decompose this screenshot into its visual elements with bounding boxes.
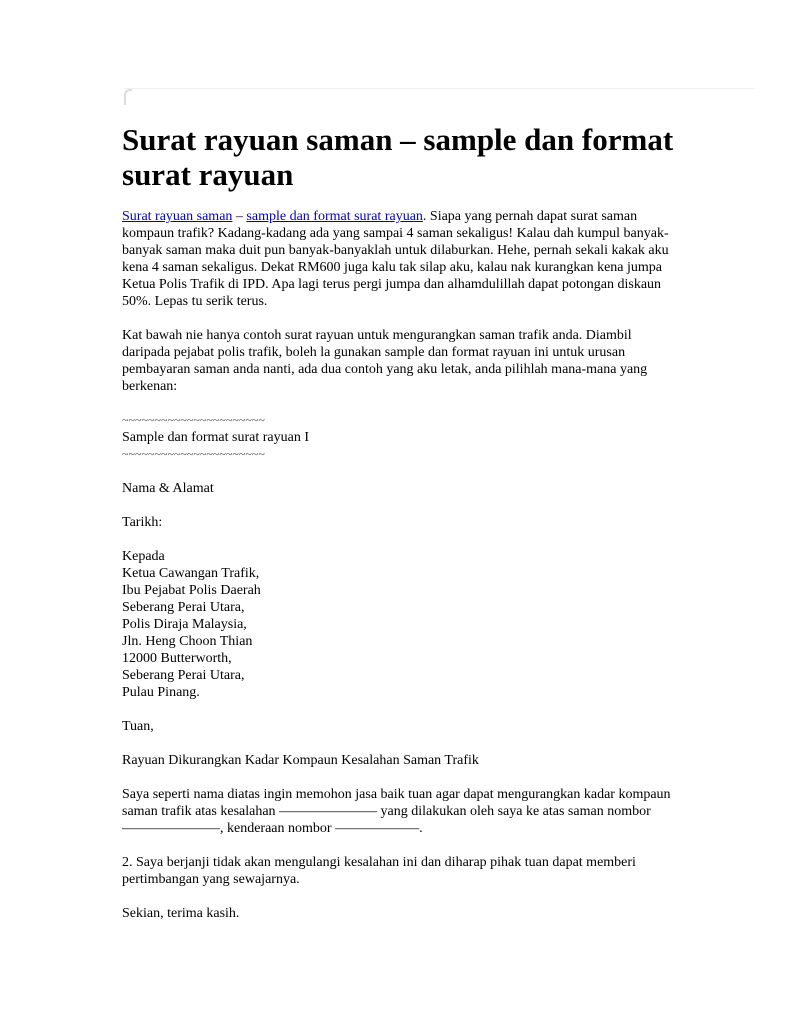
recipient-line: Seberang Perai Utara, xyxy=(122,600,245,615)
letter-body-2: 2. Saya berjanji tidak akan mengulangi kesalahan ini dan diharap pihak tuan dapat memberi pertimbangan yang sewajarnya. xyxy=(122,855,636,887)
letter-body-1: Saya seperti nama diatas ingin memohon jasa baik tuan agar dapat mengurangkan kadar kompaun saman trafik atas kesalahan ——————— yang dilakukan oleh saya ke atas saman nombor———————, kenderaan nombor ——————. xyxy=(122,787,671,836)
tilde-divider-bottom: ~~~~~~~~~~~~~~~~~~~~~~ xyxy=(122,447,265,461)
paragraph-2: Kat bawah nie hanya contoh surat rayuan untuk mengurangkan saman trafik anda. Diambil daripada pejabat polis trafik, boleh la gunakan sample dan format rayuan ini untuk urusan pembayaran saman anda nanti, ada dua contoh yang aku letak, anda pilihlah mana-mana yang berkenan: xyxy=(122,328,648,394)
tilde-divider-top: ~~~~~~~~~~~~~~~~~~~~~~ xyxy=(122,413,265,427)
letter-salutation: Tuan, xyxy=(122,719,154,734)
link-surat-rayuan-saman[interactable]: Surat rayuan saman xyxy=(122,209,233,224)
recipient-line: Ketua Cawangan Trafik, xyxy=(122,566,260,581)
top-divider xyxy=(124,88,754,89)
intro-separator: – xyxy=(232,209,247,224)
recipient-line: Jln. Heng Choon Thian xyxy=(122,634,253,649)
intro-text: . Siapa yang pernah dapat surat saman kompaun trafik? Kadang-kadang ada yang sampai 4 saman sekaligus! Kalau dah kumpul banyak-banyak saman maka duit pun banyak-banyaklah untuk dilaburkan. Hehe, pernah sekali kakak aku kena 4 saman sekaligus. Dekat RM600 juga kalu tak silap aku, kalau nak kurangkan kena jumpa Ketua Polis Trafik di IPD. Apa lagi terus pergi jumpa dan alhamdulillah dapat potongan diskaun 50%. Lepas tu serik terus. xyxy=(122,209,669,309)
recipient-line: Seberang Perai Utara, xyxy=(122,668,245,683)
letter-date-label: Tarikh: xyxy=(122,515,163,530)
link-sample-format[interactable]: sample dan format surat rayuan xyxy=(246,209,423,224)
sample-heading: Sample dan format surat rayuan I xyxy=(122,430,309,445)
recipient-line: Kepada xyxy=(122,549,165,564)
article-body xyxy=(122,122,682,939)
letter-subject: Rayuan Dikurangkan Kadar Kompaun Kesalahan Saman Trafik xyxy=(122,753,479,768)
letter-recipient-block xyxy=(122,548,682,701)
recipient-line: Pulau Pinang. xyxy=(122,685,200,700)
corner-decoration xyxy=(124,89,132,105)
recipient-line: 12000 Butterworth, xyxy=(122,651,232,666)
letter-name-address: Nama & Alamat xyxy=(122,481,214,496)
letter-closing: Sekian, terima kasih. xyxy=(122,906,240,921)
intro-paragraph xyxy=(122,208,682,310)
sample-heading-block xyxy=(122,412,682,463)
recipient-line: Ibu Pejabat Polis Daerah xyxy=(122,583,261,598)
recipient-line: Polis Diraja Malaysia, xyxy=(122,617,247,632)
page-title: Surat rayuan saman – sample dan format surat rayuan xyxy=(122,122,674,192)
